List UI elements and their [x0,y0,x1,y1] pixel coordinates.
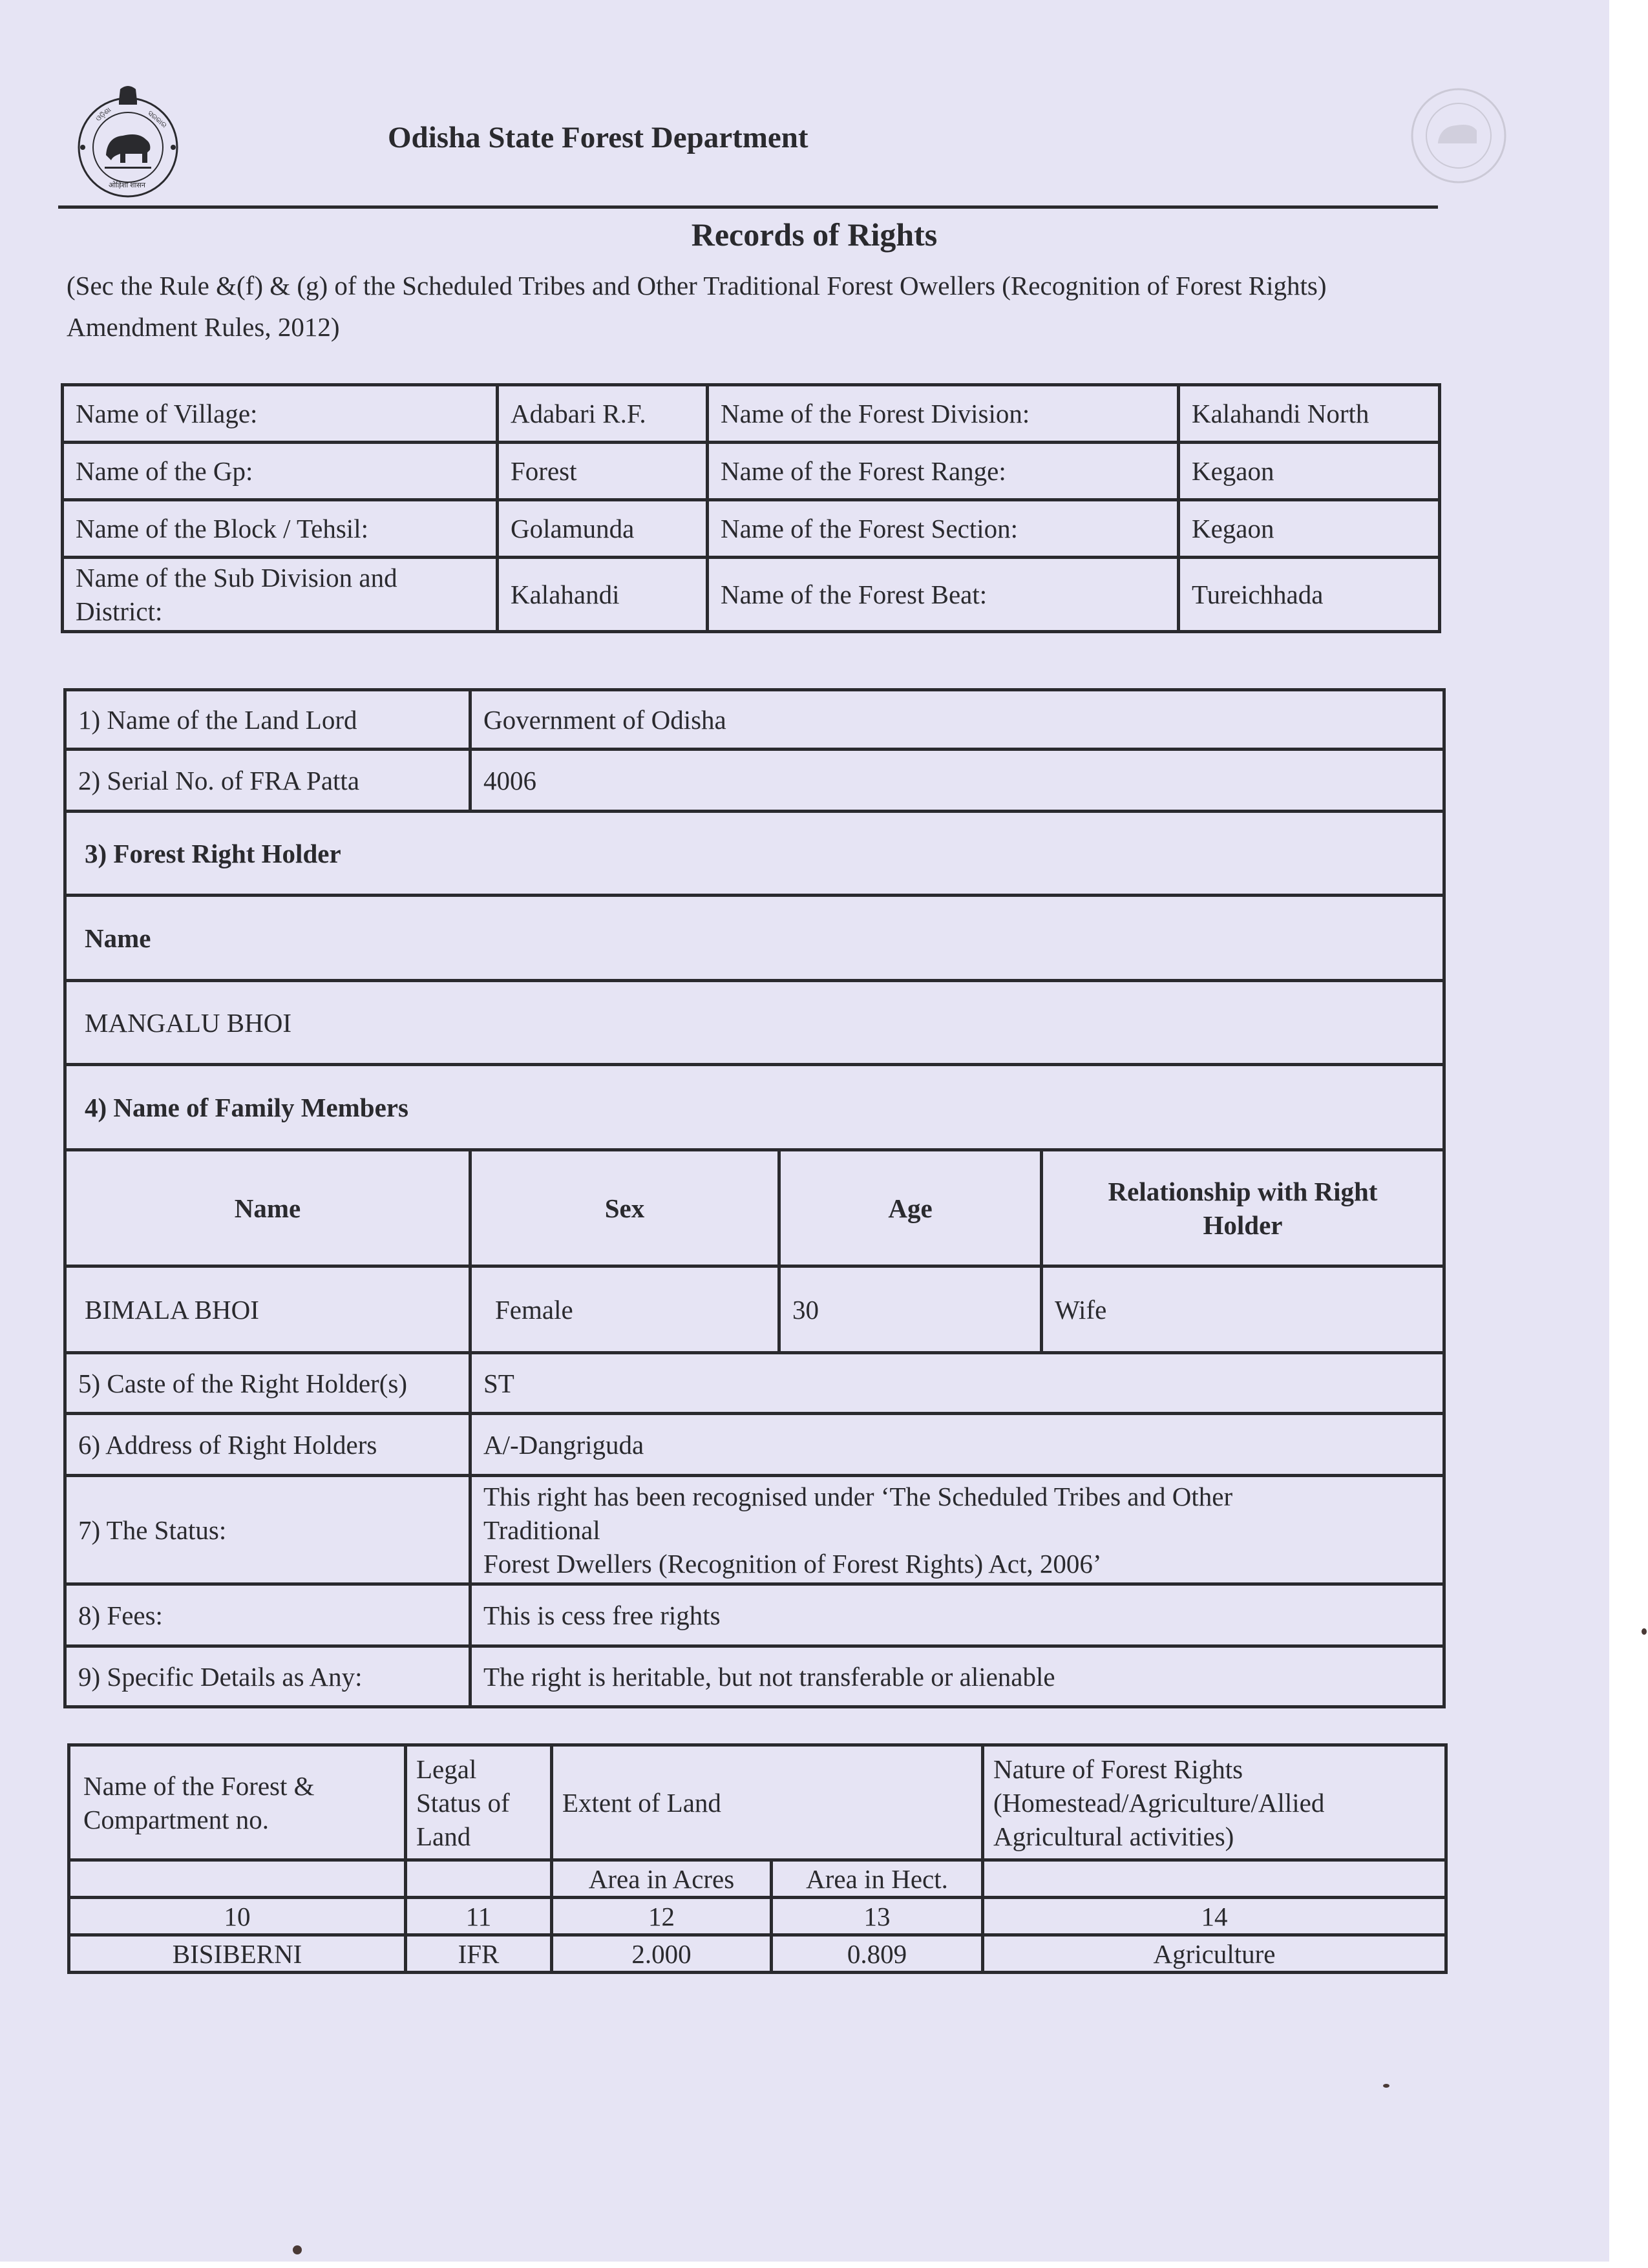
land-sub-hect: Area in Hect. [772,1860,983,1898]
land-sub-empty [983,1860,1446,1898]
label-forest-division: Name of the Forest Division: [708,385,1179,443]
land-sub-empty [69,1860,406,1898]
header-rule [58,205,1438,209]
label-forest-section: Name of the Forest Section: [708,500,1179,558]
record-row [65,1065,1444,1150]
location-row [63,500,1440,558]
label-block: Name of the Block / Tehsil: [63,500,498,558]
land-header-row [69,1745,1446,1860]
emblem-text-bottom: ओड़िशा शासन [109,182,145,189]
family-col-age: Age [779,1150,1042,1266]
land-num-10: 10 [69,1898,406,1935]
family-col-name: Name [65,1150,470,1266]
land-sub-empty [406,1860,552,1898]
land-number-row [69,1898,1446,1935]
status-line: Traditional [483,1515,600,1545]
land-data-row [69,1935,1446,1973]
label-caste: 5) Caste of the Right Holder(s) [65,1353,470,1414]
value-forest-beat: Tureichhada [1179,558,1440,632]
department-title: Odisha State Forest Department [388,121,808,154]
value-land-lord: Government of Odisha [470,690,1444,750]
status-line: This right has been recognised under ‘The Scheduled Tribes and Other [483,1481,1233,1511]
record-row [65,1584,1444,1646]
land-sub-acres: Area in Acres [552,1860,772,1898]
label-forest-beat: Name of the Forest Beat: [708,558,1179,632]
land-num-12: 12 [552,1898,772,1935]
location-row [63,385,1440,443]
family-member-row [65,1266,1444,1353]
family-col-relationship: Relationship with Right Holder [1042,1150,1444,1266]
odisha-emblem-icon [72,83,184,200]
value-village: Adabari R.F. [498,385,708,443]
document-title: Records of Rights [691,216,938,253]
status-line: Forest Dwellers (Recognition of Forest Rights) Act, 2006’ [483,1548,1102,1579]
location-row [63,558,1440,632]
label-gp: Name of the Gp: [63,443,498,500]
label-land-lord: 1) Name of the Land Lord [65,690,470,750]
land-col-legal: Legal Status of Land [406,1745,552,1860]
record-row [65,750,1444,812]
value-caste: ST [470,1353,1444,1414]
record-row [65,981,1444,1065]
label-forest-range: Name of the Forest Range: [708,443,1179,500]
land-forest-name: BISIBERNI [69,1935,406,1973]
emblem-text-right: ସରକାର [146,109,169,130]
right-holder-name: MANGALU BHOI [65,981,1444,1065]
record-table [63,688,1446,1708]
record-row [65,1646,1444,1707]
record-row [65,1476,1444,1584]
member-sex: Female [470,1266,779,1353]
label-serial: 2) Serial No. of FRA Patta [65,750,470,812]
value-forest-section: Kegaon [1179,500,1440,558]
member-age: 30 [779,1266,1042,1353]
family-header-row [65,1150,1444,1266]
label-specific-details: 9) Specific Details as Any: [65,1646,470,1707]
document-subtitle: (Sec the Rule &(f) & (g) of the Scheduled Tribes and Other Traditional Forest Owellers (Recognition of Forest Rights) Amendment Rules, 2012) [67,271,1327,342]
land-subheader-row [69,1860,1446,1898]
value-fees: This is cess free rights [470,1584,1444,1646]
land-num-11: 11 [406,1898,552,1935]
scan-speck [293,2245,302,2254]
family-col-sex: Sex [470,1150,779,1266]
emblem-text-left: ଓଡ଼ିଶା [94,106,113,123]
land-num-13: 13 [772,1898,983,1935]
scan-speck [1383,2084,1389,2088]
record-row [65,1353,1444,1414]
value-forest-range: Kegaon [1179,443,1440,500]
record-row [65,690,1444,750]
record-row [65,1414,1444,1476]
label-fees: 8) Fees: [65,1584,470,1646]
value-serial: 4006 [470,750,1444,812]
value-address: A/-Dangriguda [470,1414,1444,1476]
member-relationship: Wife [1042,1266,1444,1353]
label-status: 7) The Status: [65,1476,470,1584]
right-holder-heading: 3) Forest Right Holder [65,812,1444,896]
label-subdivision: Name of the Sub Division and District: [63,558,498,632]
family-heading: 4) Name of Family Members [65,1065,1444,1150]
land-num-14: 14 [983,1898,1446,1935]
member-name: BIMALA BHOI [65,1266,470,1353]
land-area-acres: 2.000 [552,1935,772,1973]
value-forest-division: Kalahandi North [1179,385,1440,443]
land-col-forest: Name of the Forest & Compartment no. [69,1745,406,1860]
value-block: Golamunda [498,500,708,558]
record-row [65,896,1444,981]
land-table [67,1743,1448,1974]
value-subdivision: Kalahandi [498,558,708,632]
land-area-hect: 0.809 [772,1935,983,1973]
value-specific-details: The right is heritable, but not transferable or alienable [470,1646,1444,1707]
value-gp: Forest [498,443,708,500]
record-row [65,812,1444,896]
label-address: 6) Address of Right Holders [65,1414,470,1476]
location-row [63,443,1440,500]
name-heading: Name [65,896,1444,981]
scan-speck [1642,1628,1647,1635]
label-village: Name of Village: [63,385,498,443]
land-col-extent: Extent of Land [552,1745,983,1860]
location-table [61,383,1441,633]
land-col-nature: Nature of Forest Rights (Homestead/Agriculture/Allied Agricultural activities) [983,1745,1446,1860]
land-legal-status: IFR [406,1935,552,1973]
land-nature: Agriculture [983,1935,1446,1973]
value-status [470,1476,1444,1584]
